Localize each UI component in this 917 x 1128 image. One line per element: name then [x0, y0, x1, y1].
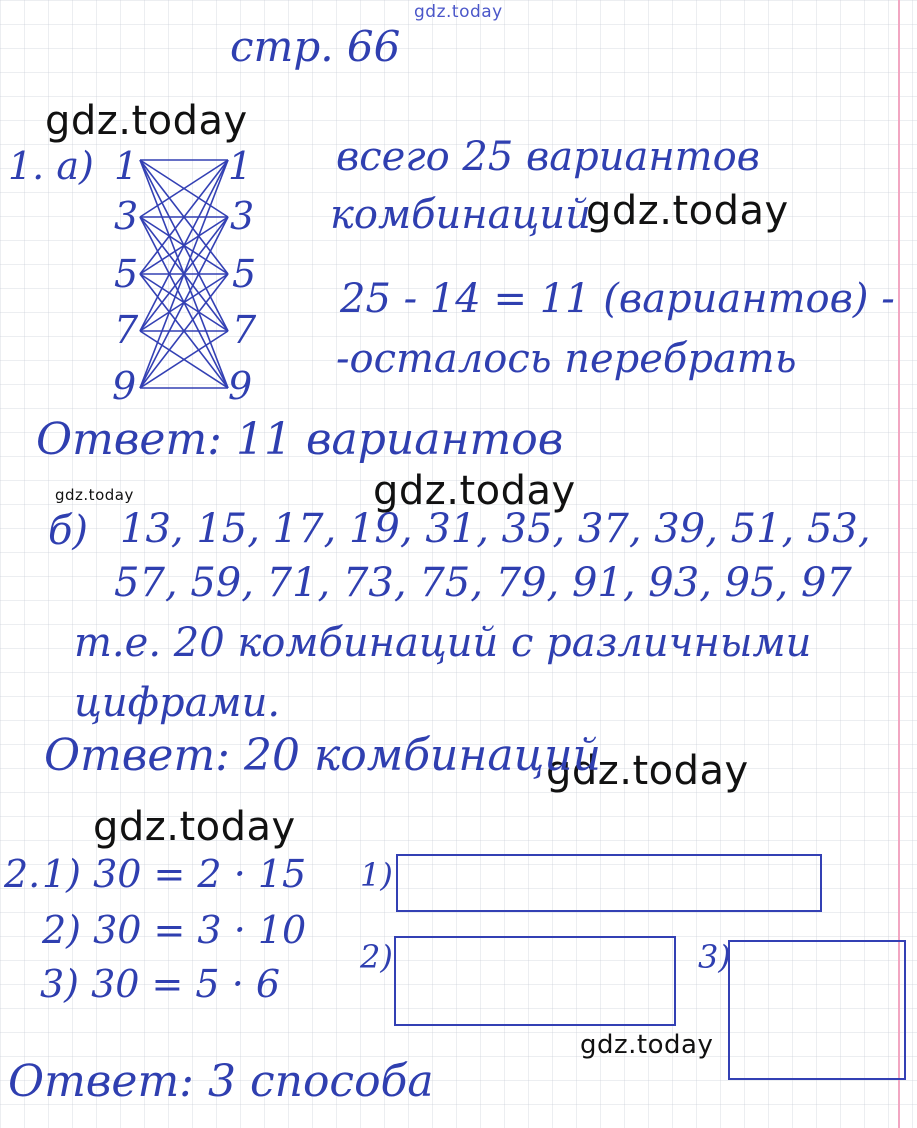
right-digit: 5	[232, 252, 257, 296]
watermark: gdz.today	[580, 1030, 714, 1060]
page-header: стр. 66	[230, 22, 401, 71]
calc-line2: -осталось перебрать	[336, 336, 797, 382]
answer-1b: Ответ: 20 комбинаций	[44, 730, 601, 781]
task1b-line1: 13, 15, 17, 19, 31, 35, 37, 39, 51, 53,	[120, 506, 871, 552]
left-digit: 9	[112, 364, 137, 408]
rectangle-5x6	[728, 940, 906, 1080]
right-digit: 3	[230, 194, 255, 238]
watermark: gdz.today	[373, 468, 576, 514]
rectangle-2x15	[396, 854, 822, 912]
task2-eq3: 3) 30 = 5 · 6	[40, 962, 281, 1006]
left-digit: 1	[114, 144, 139, 188]
task1-label: 1. а)	[8, 144, 94, 188]
watermark: gdz.today	[546, 748, 749, 794]
answer-1a: Ответ: 11 вариантов	[36, 414, 564, 465]
task1b-label: б)	[48, 508, 89, 554]
task1b-line3: т.е. 20 комбинаций с различными	[74, 620, 812, 666]
watermark: gdz.today	[55, 486, 134, 504]
task1b-line2: 57, 59, 71, 73, 75, 79, 91, 93, 95, 97	[114, 560, 852, 606]
left-digit: 5	[114, 252, 139, 296]
total-variants-line2: комбинаций	[330, 192, 591, 238]
right-digit: 1	[228, 144, 253, 188]
task2-eq2: 2) 30 = 3 · 10	[42, 908, 307, 952]
calc-line1: 25 - 14 = 11 (вариантов) -	[340, 276, 895, 322]
watermark: gdz.today	[586, 188, 789, 234]
rect3-label: 3)	[698, 938, 731, 976]
left-digit: 3	[114, 194, 139, 238]
rect2-label: 2)	[360, 938, 393, 976]
total-variants-line1: всего 25 вариантов	[336, 134, 760, 180]
watermark: gdz.today	[414, 2, 503, 22]
watermark: gdz.today	[93, 804, 296, 850]
task2-label: 2.	[4, 852, 41, 896]
task1b-line4: цифрами.	[74, 680, 281, 726]
right-digit: 9	[228, 364, 253, 408]
watermark: gdz.today	[45, 98, 248, 144]
right-digit: 7	[232, 308, 257, 352]
rect1-label: 1)	[360, 856, 393, 894]
combination-graph	[110, 140, 240, 400]
left-digit: 7	[114, 308, 139, 352]
answer-2: Ответ: 3 способа	[8, 1056, 434, 1107]
task2-eq1: 1) 30 = 2 · 15	[42, 852, 307, 896]
rectangle-3x10	[394, 936, 676, 1026]
